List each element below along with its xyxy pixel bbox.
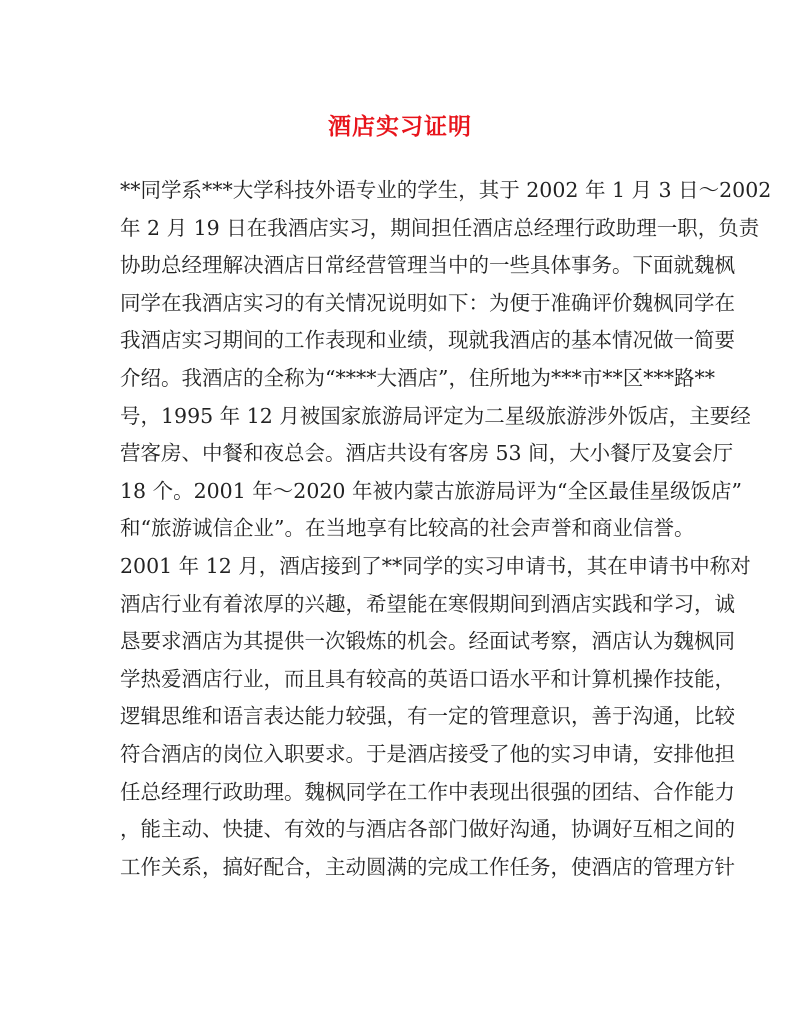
paragraph-line: 恳要求酒店为其提供一次锻炼的机会。经面试考察，酒店认为魏枫同 [120, 629, 735, 654]
paragraph-line: 营客房、中餐和夜总会。酒店共设有客房 53 间，大小餐厅及宴会厅 [120, 441, 734, 466]
paragraph-line: 逻辑思维和语言表达能力较强，有一定的管理意识，善于沟通，比较 [120, 704, 735, 729]
paragraph-line: 同学在我酒店实习的有关情况说明如下：为便于准确评价魏枫同学在 [120, 290, 735, 315]
paragraph-line: 工作关系，搞好配合，主动圆满的完成工作任务，使酒店的管理方针 [120, 854, 735, 879]
paragraph-line: 学热爱酒店行业，而且具有较高的英语口语水平和计算机操作技能， [120, 666, 735, 691]
paragraph-line: 2001 年 12 月，酒店接到了**同学的实习申请书，其在申请书中称对 [120, 553, 751, 578]
paragraph-line: 任总经理行政助理。魏枫同学在工作中表现出很强的团结、合作能力 [120, 779, 735, 804]
paragraph-line: 协助总经理解决酒店日常经营管理当中的一些具体事务。下面就魏枫 [120, 253, 735, 278]
paragraph-line: 和“旅游诚信企业”。在当地享有比较高的社会声誉和商业信誉。 [120, 516, 695, 541]
paragraph-line: 号，1995 年 12 月被国家旅游局评定为二星级旅游涉外饭店，主要经 [120, 403, 751, 428]
paragraph-line: 我酒店实习期间的工作表现和业绩，现就我酒店的基本情况做一简要 [120, 328, 735, 353]
paragraph-line: 年 2 月 19 日在我酒店实习，期间担任酒店总经理行政助理一职，负责 [120, 215, 760, 240]
document-body [120, 176, 772, 890]
paragraph-line: ，能主动、快捷、有效的与酒店各部门做好沟通，协调好互相之间的 [120, 817, 735, 842]
paragraph-line: 酒店行业有着浓厚的兴趣，希望能在寒假期间到酒店实践和学习，诚 [120, 591, 735, 616]
document-title: 酒店实习证明 [328, 113, 472, 140]
paragraph-line: 符合酒店的岗位入职要求。于是酒店接受了他的实习申请，安排他担 [120, 741, 735, 766]
paragraph-line: 18 个。2001 年～2020 年被内蒙古旅游局评为“全区最佳星级饭店” [120, 478, 742, 503]
paragraph-line: **同学系***大学科技外语专业的学生，其于 2002 年 1 月 3 日～2002 [120, 178, 772, 202]
paragraph-line: 介绍。我酒店的全称为“****大酒店”，住所地为***市**区***路** [120, 365, 715, 390]
